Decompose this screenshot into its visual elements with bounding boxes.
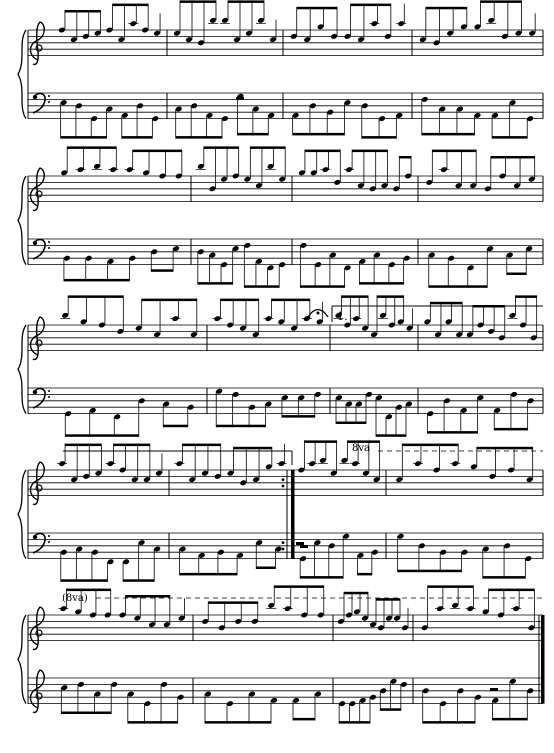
bass-beam — [376, 434, 406, 437]
bass-beam — [380, 708, 401, 711]
treble-beam — [142, 299, 197, 302]
bass-clef-icon — [33, 239, 50, 259]
rest-icon — [296, 542, 304, 545]
treble-beam — [481, 0, 522, 3]
bass-beam — [339, 721, 370, 724]
treble-beam — [491, 156, 535, 159]
bass-beam — [358, 573, 372, 576]
bass-beam — [282, 415, 315, 418]
bass-beam — [422, 133, 475, 136]
treble-beam — [344, 592, 368, 595]
treble-clef-icon — [31, 462, 45, 505]
treble-beam — [182, 444, 220, 447]
system-4 — [18, 440, 543, 581]
volta-label: 1. — [337, 310, 348, 323]
bass-beam — [483, 576, 526, 579]
treble-beam — [234, 447, 272, 450]
treble-beam — [426, 7, 467, 10]
bass-beam — [359, 282, 403, 285]
bass-beam — [151, 269, 173, 272]
treble-beam — [428, 585, 474, 588]
bass-clef-icon — [33, 93, 50, 113]
treble-beam — [65, 10, 101, 13]
treble-beam — [67, 146, 116, 149]
system-5 — [18, 585, 545, 723]
treble-beam — [204, 146, 239, 149]
rest-icon — [300, 545, 308, 548]
treble-beam — [228, 0, 264, 3]
treble-beam — [133, 150, 182, 153]
bass-beam — [123, 579, 154, 582]
rest-icon — [490, 688, 498, 691]
repeat-dot — [282, 541, 285, 544]
bass-beam — [205, 721, 271, 724]
treble-beam — [402, 444, 458, 447]
treble-beam — [376, 598, 400, 601]
system-1 — [18, 0, 543, 138]
treble-beam — [180, 0, 216, 3]
treble-beam — [489, 589, 535, 592]
bass-beam — [492, 136, 527, 139]
bass-beam — [180, 573, 238, 576]
treble-beam — [65, 444, 101, 447]
brace — [18, 30, 26, 119]
treble-beam — [66, 589, 110, 592]
treble-beam — [68, 295, 123, 298]
treble-beam — [113, 4, 149, 7]
ottava-label: 8va — [352, 443, 370, 454]
bass-beam — [362, 136, 397, 139]
bass-beam — [198, 282, 233, 285]
fermata-icon — [308, 310, 328, 318]
brace — [18, 470, 26, 559]
repeat-dot — [282, 478, 285, 481]
bass-beam — [122, 136, 153, 139]
treble-beam — [114, 444, 150, 447]
brace — [18, 615, 26, 704]
brace — [18, 176, 26, 265]
treble-beam — [305, 150, 340, 153]
bass-beam — [300, 285, 344, 288]
brace — [18, 325, 26, 414]
bass-beam — [61, 712, 111, 715]
treble-beam — [352, 150, 387, 153]
bass-beam — [494, 428, 527, 431]
ottava-label-2: (8va) — [62, 593, 88, 604]
treble-beam — [341, 295, 368, 298]
bass-beam — [64, 279, 130, 282]
bass-beam — [61, 579, 108, 582]
treble-clef-icon — [31, 670, 45, 713]
treble-clef-icon — [31, 607, 45, 650]
treble-beam — [250, 146, 285, 149]
treble-beam — [208, 601, 258, 604]
bass-beam — [429, 285, 488, 288]
treble-clef-icon — [31, 317, 45, 360]
treble-beam — [297, 7, 337, 10]
bass-beam — [128, 721, 178, 724]
final-barline-thick — [541, 615, 545, 704]
bass-beam — [427, 431, 477, 434]
bass-beam — [423, 721, 475, 724]
treble-beam — [377, 295, 404, 298]
bass-beam — [61, 136, 107, 139]
bass-beam — [237, 133, 268, 136]
bass-beam — [398, 570, 462, 573]
treble-beam — [351, 4, 391, 7]
system-3 — [18, 295, 543, 436]
bass-beam — [293, 718, 315, 721]
bass-beam — [244, 285, 279, 288]
bass-beam — [216, 425, 265, 428]
bass-beam — [256, 567, 275, 570]
repeat-dot — [282, 548, 285, 551]
treble-beam — [432, 150, 476, 153]
treble-beam — [430, 302, 462, 305]
treble-beam — [399, 156, 411, 159]
rest-icon — [236, 97, 244, 100]
bass-clef-icon — [33, 388, 50, 408]
bass-beam — [163, 425, 188, 428]
treble-beam — [272, 299, 310, 302]
bass-beam — [65, 434, 139, 437]
treble-beam — [304, 440, 336, 443]
treble-clef-icon — [31, 168, 45, 211]
treble-beam — [477, 447, 533, 450]
bass-beam — [507, 273, 527, 276]
treble-beam — [274, 585, 324, 588]
treble-beam — [220, 299, 258, 302]
bass-clef-icon — [33, 533, 50, 553]
repeat-barline-thick — [291, 470, 295, 559]
system-2 — [18, 146, 543, 287]
bass-beam — [300, 576, 343, 579]
bass-beam — [336, 422, 366, 425]
repeat-dot — [282, 485, 285, 488]
treble-beam — [126, 595, 170, 598]
treble-beam — [515, 295, 536, 298]
bass-beam — [293, 133, 345, 136]
treble-clef-icon — [31, 22, 45, 65]
bass-beam — [492, 718, 527, 721]
bass-beam — [176, 136, 222, 139]
